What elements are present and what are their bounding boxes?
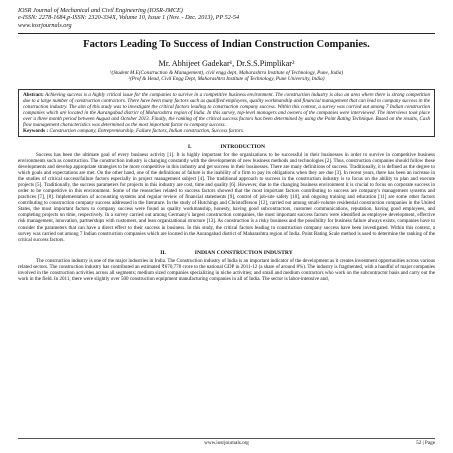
industry-text: The construction industry is one of the major industries in India. The Construction industry of India is an important indicator of the development as it creates investment opportunities across various related sectors. The construction industry has contributed an estimated ₹670,778 crore to the national GDP in 2011-12 (a share of around 8%). The industry is fragmented, with a handful of major companies involved in the construction activities across all segments; medium sized companies specializing in niche activities; and small and medium contractors who work on the subcontractor basis and carry out the work in the field. In 2011, there were slightly over 500 construction equipment manufacturing companies in all of India. The sector is labor-intensive and,	[18, 257, 435, 282]
footer-page-number: 52 | Page	[416, 440, 435, 446]
journal-issn: e-ISSN: 2278-1684,p-ISSN: 2320-334X, Volume 10, Issue 1 (Nov. - Dec. 2013), PP 52-54	[18, 14, 240, 22]
page-footer	[18, 438, 435, 446]
abstract-label: Abstract:	[23, 91, 44, 98]
abstract-text: Achieving success is a highly critical issue for the companies to survive in a competitive business environment. The construction industry is also an area where there is strong competition due to a large number of construction contractors. There have been many factors such as qualified employees, quality workmanship and financial management that can lead to company success in the construction industry. The aim of this study was to investigate the critical factors leading to construction company success. Within this context, a survey was carried out among 7 Indian construction companies which are located in the Aurangabad district of Maharashtra region of India. In this survey, top-level managers and owners of the companies were interviewed. The interviews took place over a three month period between August and October 2013. Finally, the ranking of the critical success factors has been determined by using the Point Rating Technique. Based on the results, Cash flow management characteristics was determined as the most important factor to company success.	[23, 91, 430, 128]
footer-url[interactable]: www.iosrjournals.org	[204, 440, 249, 446]
paper-title: Factors Leading To Success of Indian Construction Companies.	[83, 39, 370, 51]
section-title: INDIAN CONSTRUCTION INDUSTRY	[194, 249, 293, 256]
introduction-paragraph	[18, 152, 435, 243]
section-heading-introduction	[18, 144, 435, 150]
journal-name: IOSR Journal of Mechanical and Civil Engineering (IOSR-JMCE)	[18, 7, 183, 14]
journal-url[interactable]: www.iosrjournals.org	[18, 21, 72, 29]
abstract-box	[18, 89, 435, 137]
section-number: II.	[160, 249, 166, 256]
journal-header	[18, 7, 435, 29]
keywords-label: Keywords :	[23, 127, 49, 134]
section-number: I.	[187, 143, 192, 150]
paper-authors: Mr. Abhijeet Gadekar¹, Dr.S.S.Pimplikar²	[158, 59, 295, 69]
affiliation-2: ²(Prof & Head, Civil Engg Dept, Maharashtra Institute of Technology, Pune University, India)	[128, 76, 325, 83]
introduction-text: Success has been the ultimate goal of every business activity [1]. It is highly important for the organizations to be successful in their businesses in order to survive in competitive business environments such as construction. The construction industry is changing constantly with the developments of new business methods and technologies [2]. Thus, construction companies should follow these developments and develop appropriate strategies to be more competitive in this industry and get success in their businesses. There are many definitions of success. Traditionally, it is defined as the degree to which goals and expectations are met. On the other hand, one of the definitions of failure is the inability of a firm to pay its obligations when they are due [3]. In recent years, there has been an increase in the studies of critical success/failure factors especially in project management subject [4]. The traditional approach to success in the construction industry is to focus on the ability to plan and execute projects [5]. Traditionally, the success parameters for projects in this industry are cost, time and quality [6]. However, due to the changing business environment it is crucial to focus on corporate success in order to be competitive in this environment. Some of the researches related to success factors showed that the most important factors contributing to success are company's management systems and practices [7], [8]. Implementation of accounting systems and regular review of financial statements [9], control of job-site safety [10], and ongoing training and education [11] are some other factors contributing to construction company success addressed in the literature. In the study of Hutchings and Christofferson [12], carried out among small-volume residential construction companies in the United States, the most important factors to company success were found as quality workmanship, honesty, having good subcontractors, customer communications, reputation, having good employees, and completing projects on time, respectively. In a survey carried out among Germany's largest construction companies, the most important success factors were identified as employee development, effective risk management, innovation, partnerships with customers, and lean organizational structure [13]. As construction is a risky business and the possibility for business failure always exists, companies have to consider the parameters that can have a direct effect to their success in business. In this study, the critical factors leading to construction company success have been investigated. Within this context, a survey was carried out among 7 Indian construction companies which are located in the Aurangabad district of Maharashtra region of India. Point Rating Scale method is used to determine the ranking of the critical success factors.	[18, 151, 435, 243]
section-heading-indian-construction-industry	[18, 250, 435, 256]
keywords-text: Construction company, Entrepreneurship, Failure factors, Indian construction, Success factors.	[49, 127, 245, 134]
section-title: INTRODUCTION	[220, 143, 266, 150]
affiliation-1: ¹(Student M.E(Construction & Management), civil engg dept, Maharashtra Institute of Technology, Pune, India)	[109, 70, 344, 77]
industry-paragraph	[18, 258, 435, 282]
header-rule	[18, 33, 435, 34]
